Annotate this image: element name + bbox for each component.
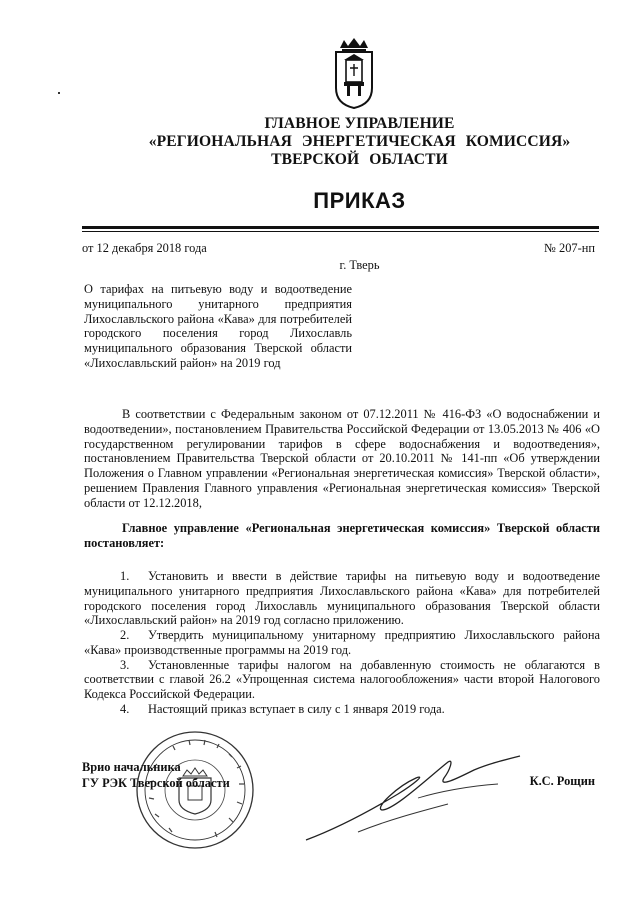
header-rule-thin bbox=[82, 231, 599, 232]
header-line-2: «РЕГИОНАЛЬНАЯ ЭНЕРГЕТИЧЕСКАЯ КОМИССИЯ» bbox=[148, 133, 571, 150]
list-item bbox=[84, 658, 600, 702]
list-item bbox=[84, 702, 600, 717]
document-date: от 12 декабря 2018 года bbox=[82, 241, 207, 255]
item-text: Настоящий приказ вступает в силу с 1 января 2019 года. bbox=[148, 701, 445, 716]
item-text: Установленные тарифы налогом на добавленную стоимость не облагаются в соответствии с главой 26.2 «Упрощенная система налогообложения» части второй Налогового Кодекса Российской Федерации. bbox=[84, 657, 600, 701]
preamble-paragraph: В соответствии с Федеральным законом от 07.12.2011 № 416-ФЗ «О водоснабжении и водоотведении», постановлением Правительства Российской Федерации от 13.05.2013 № 406 «О государственном регулировании тарифов в сфере водоснабжения и водоотведения», постановлением Правительства Тверской области от 20.10.2011 № 141-пп «Об утверждении Положения о Главном управлении «Региональная энергетическая комиссия» Тверской области», решением Правления Главного управления «Региональная энергетическая комиссия» Тверской области от 12.12.2018, bbox=[84, 407, 600, 510]
header-line-3: ТВЕРСКОЙ ОБЛАСТИ bbox=[271, 151, 448, 168]
scan-speck bbox=[58, 92, 60, 94]
item-text: Утвердить муниципальному унитарному предприятию Лихославльского района «Кава» производственные программы на 2019 год. bbox=[84, 628, 600, 657]
signatory-position bbox=[82, 759, 230, 791]
item-number: 1. bbox=[120, 569, 130, 583]
item-number: 2. bbox=[120, 628, 130, 642]
signatory-position-line-1: Врио начальника bbox=[82, 760, 181, 774]
header-line-1: ГЛАВНОЕ УПРАВЛЕНИЕ bbox=[264, 115, 455, 132]
order-items-list bbox=[84, 569, 600, 717]
item-text: Установить и ввести в действие тарифы на питьевую воду и водоотведение муниципального унитарного предприятия Лихославльского района «Кава» для потребителей городского поселения город Лихославль муниципального образования Тверской области «Лихославльский район» на 2019 год согласно приложению. bbox=[84, 569, 600, 628]
handwritten-signature bbox=[298, 748, 528, 848]
item-number: 4. bbox=[120, 701, 130, 716]
resolution-heading: Главное управление «Региональная энергетическая комиссия» Тверской области постановляет: bbox=[84, 521, 600, 550]
signatory-position-line-2: ГУ РЭК Тверской области bbox=[82, 776, 230, 791]
document-type-title: ПРИКАЗ bbox=[313, 188, 406, 213]
document-city: г. Тверь bbox=[339, 258, 380, 272]
header-rule-thick bbox=[82, 226, 599, 229]
document-number: № 207-нп bbox=[544, 241, 595, 255]
item-number: 3. bbox=[120, 657, 130, 672]
list-item bbox=[84, 569, 600, 628]
signatory-name: К.С. Рощин bbox=[529, 774, 595, 788]
coat-of-arms-icon bbox=[332, 38, 376, 110]
document-subject: О тарифах на питьевую воду и водоотведение муниципального унитарного предприятия Лихославльского района «Кава» для потребителей городского поселения город Лихославль муниципального образования Тверской области «Лихославльский район» на 2019 год bbox=[84, 282, 352, 370]
list-item bbox=[84, 628, 600, 658]
